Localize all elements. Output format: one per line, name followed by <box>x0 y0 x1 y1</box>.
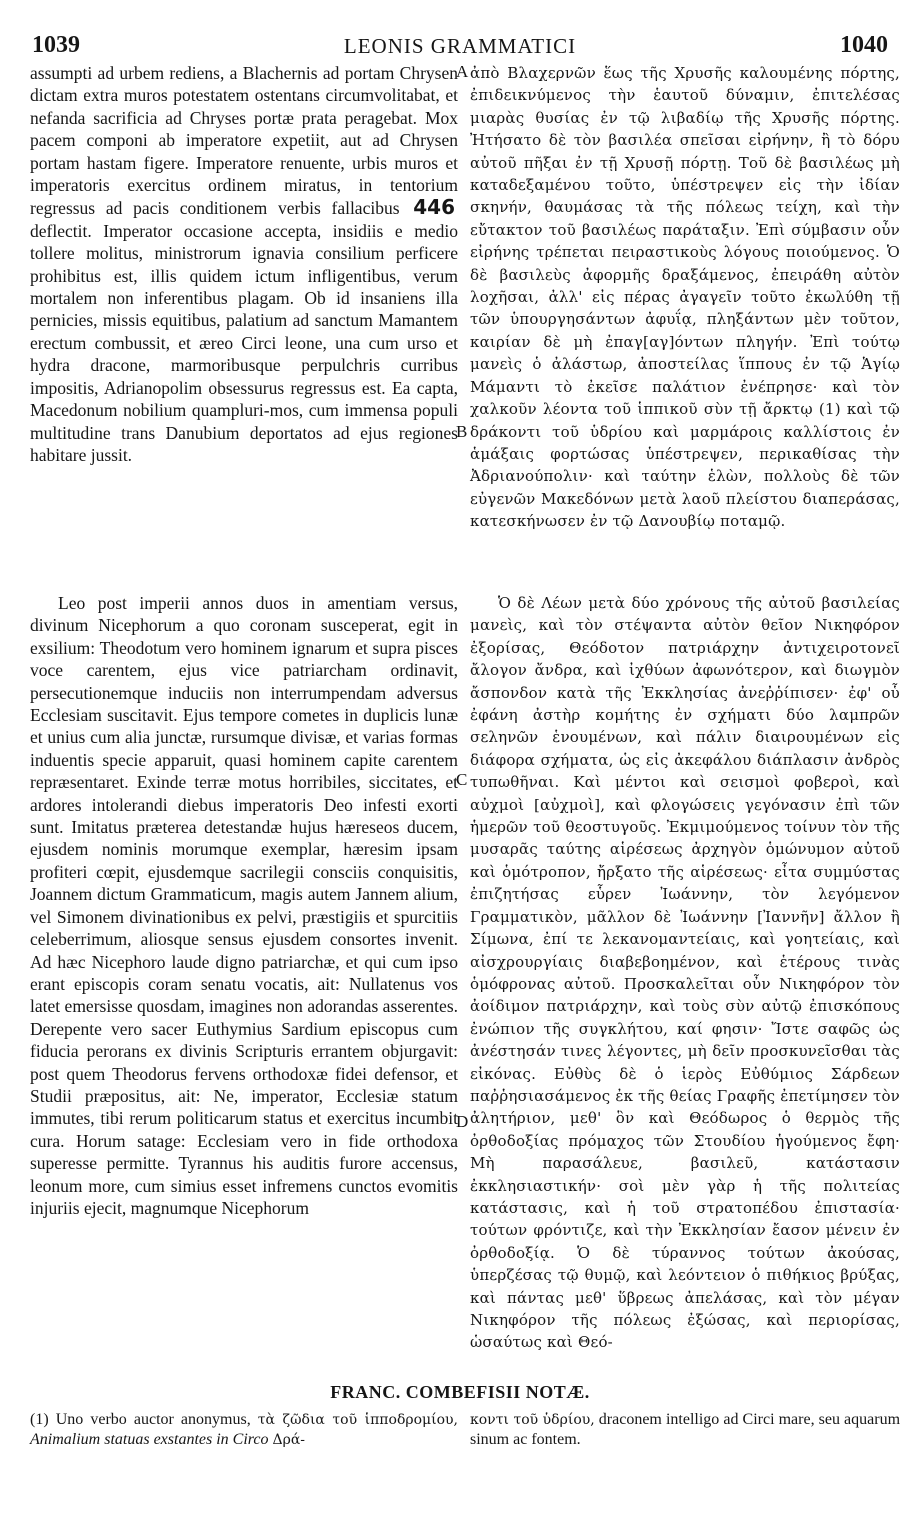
latin-paragraph-1 <box>30 62 458 466</box>
page-number-right: 1040 <box>840 32 888 58</box>
notes-title: FRANC. COMBEFISII NOTÆ. <box>330 1382 590 1402</box>
page-number-left: 1039 <box>32 32 80 58</box>
footnote-greek-1: τὰ ζῶδια τοῦ ἱπποδρομίου, <box>257 1412 459 1428</box>
footnote-italic: Animalium statuas exstantes in Circo <box>30 1431 269 1448</box>
margin-letter-c: C <box>456 770 468 789</box>
footnote-greek-2: Δρά- <box>272 1432 306 1448</box>
footnote-greek-3: κοντι τοῦ ὑδρίου, <box>470 1412 595 1428</box>
page-header <box>20 30 900 66</box>
latin-paragraph-1-start: assumpti ad urbem rediens, a Blachernis ad portam Chrysen dictam extra muros potestatem ostentans circumvolitabat, et nefanda sacrificia ad Chryses portæ prata peragebat. Mox pacem componi ab imperatore expetiit, aut ad Chrysen portam hastam figere. Imperatore renuente, urbis muros et imperatoris exercitus ordinem miratus, in tentorium regressus ad pacis conditionem verbis fallacibus <box>30 63 458 219</box>
footnote-text-2: draconem intelligo ad Circi mare, seu aquarum sinum ac fontem. <box>470 1411 901 1448</box>
column-number-marker: 446 <box>413 195 456 220</box>
margin-letter-b: B <box>456 422 468 441</box>
latin-paragraph-1-end: deflectit. Imperator occasione accepta, insidiis e medio tollere molitus, ministrorum ignavia consilium perficere prohibitus est, illis quidem ictum infligentibus, verum mortalem non inferentibus plagam. Ob id insaniens illa pernicies, missis equitibus, palatium ad sanctum Mamantem erectum combussit, et æreo Circi leone, una cum urso et hydra dracone, marmoribusque perpulchris curribus impositis, Adrianopolim obsessurus regressus est. Ea capta, Macedonum nobilium quampluri-mos, cum immensa populi multitudine trans Danubium deportatos ad ejus regiones habitare jussit. <box>30 220 458 465</box>
margin-letter-a: A <box>456 62 469 81</box>
margin-letter-d: D <box>456 1112 469 1131</box>
running-title: LEONIS GRAMMATICI <box>343 34 577 58</box>
greek-paragraph-2: Ὁ δὲ Λέων μετὰ δύο χρόνους τῆς αὐτοῦ βασιλείας μανεὶς, καὶ τὸν στέψαντα αὐτὸν θεῖον Νικηφόρον ἐξορίσας, Θεόδοτον πατριάρχην ἀντιχειροτονεῖ ἄλογον ἄνδρα, καὶ ἰχθύων ἀφωνότερον, καὶ διωγμὸν ἄσπονδον κατὰ τῆς Ἐκκλησίας ἀνεῤῥίπισεν· ἐφ' οὗ ἐφάνη ἀστὴρ κομήτης ἐν σχήματι δύο λαμπρῶν σεληνῶν ἑνουμένων, καὶ πάλιν διαιρουμένων εἰς διάφορα σχήματα, ὡς εἰς ἀκεφάλου διάπλασιν ἀνδρὸς τυπωθῆναι. Καὶ μέντοι καὶ σεισμοὶ φοβεροὶ, καὶ αὐχμοὶ [αὐχμοὶ], καὶ φλογώσεις γεγόνασιν ἐπὶ τῶν ἡμερῶν τοῦ θεοστυγοῦς. Ἐκμιμούμενος τοίνυν τὸν τῆς μυσαρᾶς ταύτης αἱρέσεως ἀρχηγὸν ὁμώνυμον αὐτοῦ καὶ ὁμότροπον, ἤρξατο τῆς αἱρέσεως· εἶτα συμμύστας ἐπιζητήσας εὗρεν Ἰωάννην, τὸν λεγόμενον Γραμματικὸν, μᾶλλον δὲ Ἰωάννην [Ἰαννῆν] ἄλλον ἢ Σίμωνα, ἐπί τε λεκανομαντείαις, καὶ γοητείαις, καὶ αἰσχρουργίαις διαβεβοημένον, καὶ ἑτέρους τινὰς ὁμόφρονας αὐτοῦ. Προσκαλεῖται οὖν Νικηφόρον τὸν ἀοίδιμον πατριάρχην, καὶ τοὺς σὺν αὐτῷ ἐπισκόπους ἐνώπιον τῆς συγκλήτου, καί φησιν· Ἴστε σαφῶς ὡς ἀνέστησάν τινες λέγοντες, μὴ δεῖν προσκυνεῖσθαι τὰς εἰκόνας. Εὐθὺς δὲ ὁ ἱερὸς Εὐθύμιος Σάρδεων παῤῥησιασάμενος ἐκ τῆς θείας Γραφῆς ἐπετίμησεν τὸν ἀλητήριον, μεθ' ὃν καὶ Θεόδωρος ὁ θερμὸς τῆς ὀρθοδοξίας πρόμαχος τῶν Στουδίου ἡγούμενος ἔφη· Μὴ παρασάλευε, βασιλεῦ, κατάστασιν ἐκκλησιαστικήν· σοὶ μὲν γὰρ ἡ τῆς πολιτείας κατάστασις, καὶ ἡ τοῦ στρατοπέδου ἐπιστασία· τούτων φρόντιζε, καὶ τὴν Ἐκκλησίαν ἔασον μένειν ἐν ὀρθοδοξίᾳ. Ὁ δὲ τύραννος τούτων ἀκούσας, ὑπερζέσας τῷ θυμῷ, καὶ λεόντειον ὁ πιθήκιος βρύξας, καὶ πάντας μεθ' ὕβρεως ἀπελάσας, καὶ τὸν μέγαν Νικηφόρον τῆς πόλεως ἐξώσας, καὶ περιορίσας, ὡσαύτως καὶ Θεό- <box>470 594 900 1352</box>
footnote-text-1: (1) Uno verbo auctor anonymus, <box>30 1411 251 1428</box>
latin-paragraph-2: Leo post imperii annos duos in amentiam versus, divinum Nicephorum a quo coronam susceperat, egit in exsilium: Theodotum vero hominem ignarum et supra pisces voce carentem, ejus vice patriarcham ordinavit, persecutionemque induciis non interrumpendam adversus Ecclesiam suscitavit. Ejus tempore cometes in duplicis lunæ et unius cum alia junctæ, rursumque divisæ, et varias formas induentis specie apparuit, quasi hominem capite carentem repræsentaret. Exinde terræ motus horribiles, siccitates, et ardores intolerandi diebus imperatoris Deo infesti exorti sunt. Imitatus præterea detestandæ hujus hæreseos ducem, ejusdem nominis morumque exemplar, hæresim ipsam profiteri cœpit, ejusdemque sacrilegii consciis conquisitis, Joannem dictum Grammaticum, magis autem Jannem alium, vel Simonem divinationibus ex pelvi, præstigiis et spurcitiis celeberrimum, aliosque sensus ejusdem consortes invenit. Ad hæc Nicephoro laude digno patriarchæ, et qui cum ipso erant episcopis coram senatu vocatis, ait: Nullatenus vos latet emersisse quosdam, imagines non adorandas asserentes. Derepente vero sacer Euthymius Sardium episcopus cum fiducia perorans ex divinis Scripturis errantem objurgavit: post quem Theodorus fervens orthodoxæ fidei defensor, et Studii præpositus, ait: Ne, imperator, Ecclesiæ statum immutes, tibi rerum politicarum status et exercitus incumbit cura. Horum satage: Ecclesiam vero in fide orthodoxa superesse permitte. Tyrannus his auditis furore accensus, leonum more, cum simius esset infremens cunctos evomitis injuriis ejecit, magnumque Nicephorum <box>30 593 458 1218</box>
greek-paragraph-1: ἀπὸ Βλαχερνῶν ἕως τῆς Χρυσῆς καλουμένης πόρτης, ἐπιδεικνύμενος τὴν ἑαυτοῦ δύναμιν, ἐπιτελέσας μιαρὰς θυσίας ἐν τῷ λιβαδίῳ τῆς Χρυσῆς πόρτης. Ἠτήσατο δὲ τὸν βασιλέα σπεῖσαι εἰρήνην, ἢ τὸ δόρυ αὐτοῦ πῆξαι ἐν τῇ Χρυσῇ πόρτῃ. Τοῦ δὲ βασιλέως μὴ καταδεξαμένου τοῦτο, ὑπέστρεψεν εἰς τὴν ἰδίαν σκηνήν, θαυμάσας τὰ τῆς πόλεως τείχη, καὶ τὴν εὔτακτον τοῦ βασιλέως παράταξιν. Ἐπὶ σύμβασιν οὖν εἰρήνης τρέπεται πειραστικοὺς λόγους ποιούμενος. Ὁ δὲ βασιλεὺς ἀφορμῆς δραξάμενος, ἐπειράθη αὐτὸν λοχῆσαι, ἀλλ' εἰς πέρας ἀγαγεῖν τοῦτο ἐκωλύθη τῇ τῶν ὑπουργησάντων ἀφυΐᾳ, πληξάντων μὲν τοῦτον, καιρίαν δὲ μὴ ἐπαγ[αγ]όντων πληγήν. Ἐπὶ τούτῳ μανεὶς ὁ ἀλάστωρ, ἀποστείλας ἵππους ἐν τῷ Ἁγίῳ Μάμαντι τὸ ἐκεῖσε παλάτιον ἐνέπρησε· καὶ τὸν χαλκοῦν λέοντα τοῦ ἱππικοῦ σὺν τῇ ἄρκτῳ (1) καὶ τῷ δράκοντι τοῦ ὑδρίου καὶ μαρμάροις καλλίστοις ἐν ἁμάξαις φορτώσας ὑπέστρεψεν, περικαθίσας τὴν Ἀδριανούπολιν· καὶ ταύτην ἑλὼν, πολλοὺς δὲ τῶν εὐγενῶν Μακεδόνων μετὰ λαοῦ πλείστου διαπεράσας, κατεσκήνωσεν ἐν τῷ Δανουβίῳ ποταμῷ. <box>470 64 900 531</box>
footnote-right <box>470 1410 900 1450</box>
footnote-left <box>30 1410 458 1450</box>
